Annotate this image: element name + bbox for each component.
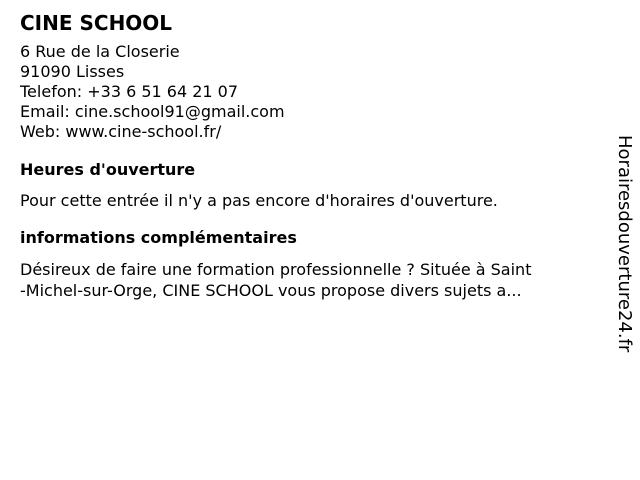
additional-info-heading: informations complémentaires [20, 228, 297, 247]
additional-info-line-2: -Michel-sur-Orge, CINE SCHOOL vous propose divers sujets a... [20, 281, 522, 300]
address-line-2: 91090 Lisses [20, 62, 125, 81]
phone-line: Telefon: +33 6 51 64 21 07 [20, 82, 239, 101]
address-line-1: 6 Rue de la Closerie [20, 42, 180, 61]
business-name: CINE SCHOOL [20, 11, 173, 35]
email-line: Email: cine.school91@gmail.com [20, 102, 285, 121]
opening-hours-text: Pour cette entrée il n'y a pas encore d'horaires d'ouverture. [20, 191, 498, 210]
business-info [20, 10, 590, 301]
site-watermark-label: Horairesdouverture24.fr [614, 135, 635, 353]
additional-info-text [20, 259, 590, 301]
additional-info-line-1: Désireux de faire une formation professionnelle ? Située à Saint [20, 260, 532, 279]
opening-hours-heading: Heures d'ouverture [20, 160, 196, 179]
web-line: Web: www.cine-school.fr/ [20, 122, 222, 141]
contact-block [20, 42, 590, 142]
